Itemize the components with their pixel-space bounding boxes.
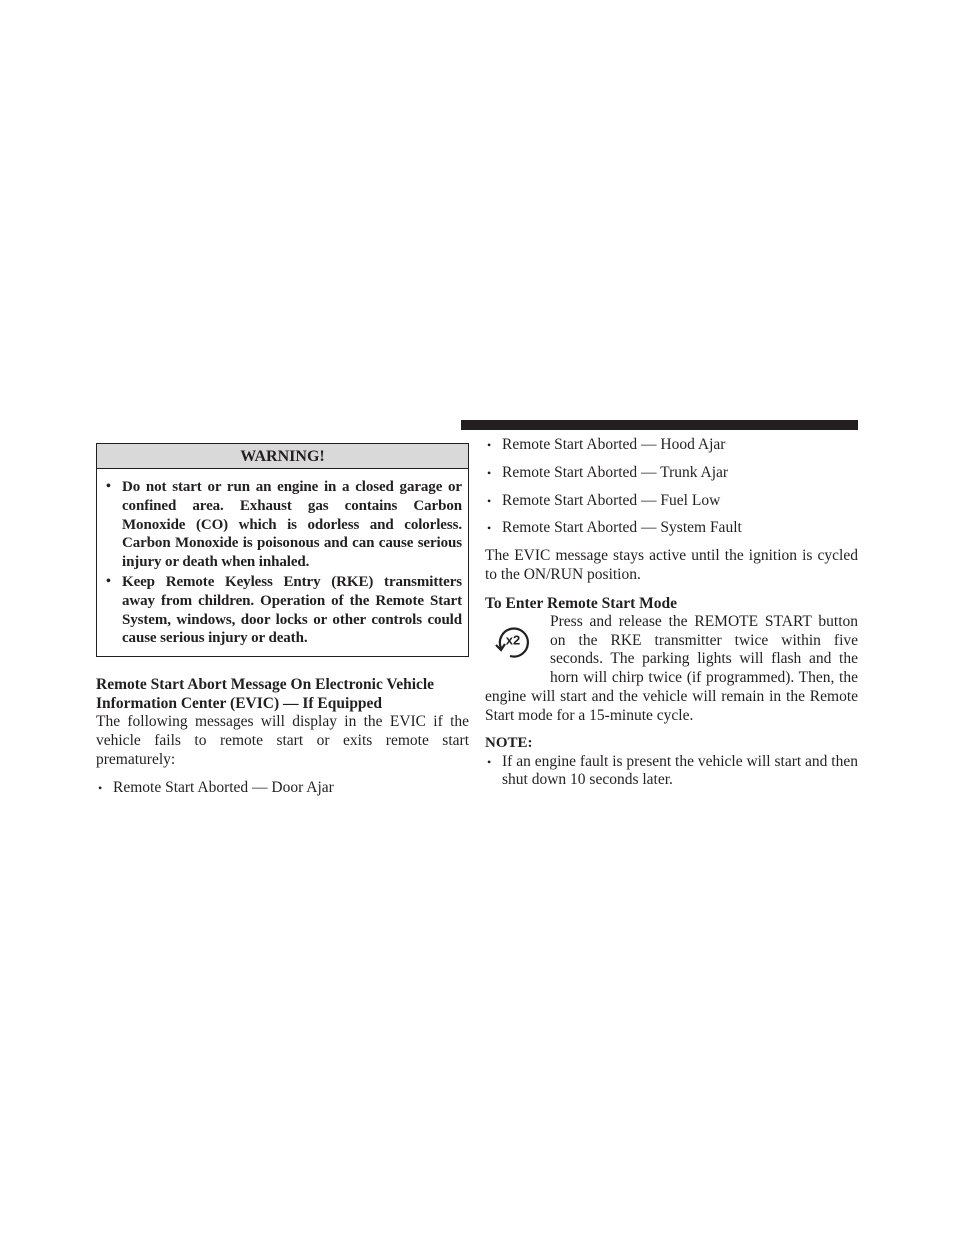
bullet-icon: • (106, 479, 111, 494)
enter-mode-text: Press and release the REMOTE START button on the RKE transmitter twice within five seconds. The parking lights will flash and the horn will chirp twice (if programmed). Then, the engine will start and the vehicle will remain in the Remote Start mode for a 15-minute cycle. (485, 612, 858, 724)
list-item (96, 779, 469, 798)
warning-item-text: Do not start or run an engine in a closed garage or confined area. Exhaust gas contains Carbon Monoxide (CO) which is odorless and colorless. Carbon Monoxide is poisonous and can cause serious injury or death when inhaled. (122, 479, 462, 571)
remote-start-x2-graphic (485, 615, 541, 671)
abort-message: Remote Start Aborted — Trunk Ajar (502, 463, 729, 481)
abort-intro: The following messages will display in the EVIC if the vehicle fails to remote start or exits remote start prematurely: (96, 713, 469, 768)
note-list (485, 753, 858, 791)
bullet-icon: • (106, 573, 111, 589)
icon-label: x2 (505, 632, 521, 648)
list-item (485, 492, 858, 511)
bullet-icon: • (487, 754, 492, 769)
right-column (485, 436, 858, 790)
remote-start-x2-icon (485, 615, 541, 671)
warning-title: WARNING! (97, 444, 468, 469)
list-item (485, 436, 858, 455)
list-item (485, 753, 858, 791)
bullet-icon: • (98, 780, 103, 795)
list-item (485, 519, 858, 538)
bullet-icon: • (487, 493, 492, 508)
section-top-rule (461, 420, 858, 430)
warning-box (96, 443, 469, 657)
list-item (485, 464, 858, 483)
warning-item (103, 478, 462, 572)
bullet-icon: • (487, 438, 492, 452)
abort-heading: Remote Start Abort Message On Electronic Vehicle Information Center (EVIC) — If Equipped (96, 676, 435, 713)
left-column (96, 443, 469, 797)
warning-item (103, 573, 462, 648)
abort-messages-list-right (485, 436, 858, 538)
note-label: NOTE: (485, 734, 533, 751)
abort-messages-list-left (96, 779, 469, 798)
abort-message: Remote Start Aborted — Door Ajar (113, 778, 334, 796)
bullet-icon: • (487, 465, 492, 480)
abort-message: Remote Start Aborted — Fuel Low (502, 491, 721, 509)
note-item: If an engine fault is present the vehicle will start and then shut down 10 seconds later. (502, 752, 858, 789)
abort-message: Remote Start Aborted — System Fault (502, 519, 742, 537)
enter-mode-body (485, 613, 858, 726)
bullet-icon: • (487, 521, 492, 536)
warning-list (97, 469, 468, 656)
abort-outro: The EVIC message stays active until the ignition is cycled to the ON/RUN position. (485, 547, 858, 583)
abort-message: Remote Start Aborted — Hood Ajar (502, 436, 726, 453)
warning-item-text: Keep Remote Keyless Entry (RKE) transmitters away from children. Operation of the Remote Start System, windows, door locks or other controls could cause serious injury or death. (122, 573, 462, 647)
enter-mode-heading: To Enter Remote Start Mode (485, 594, 677, 612)
